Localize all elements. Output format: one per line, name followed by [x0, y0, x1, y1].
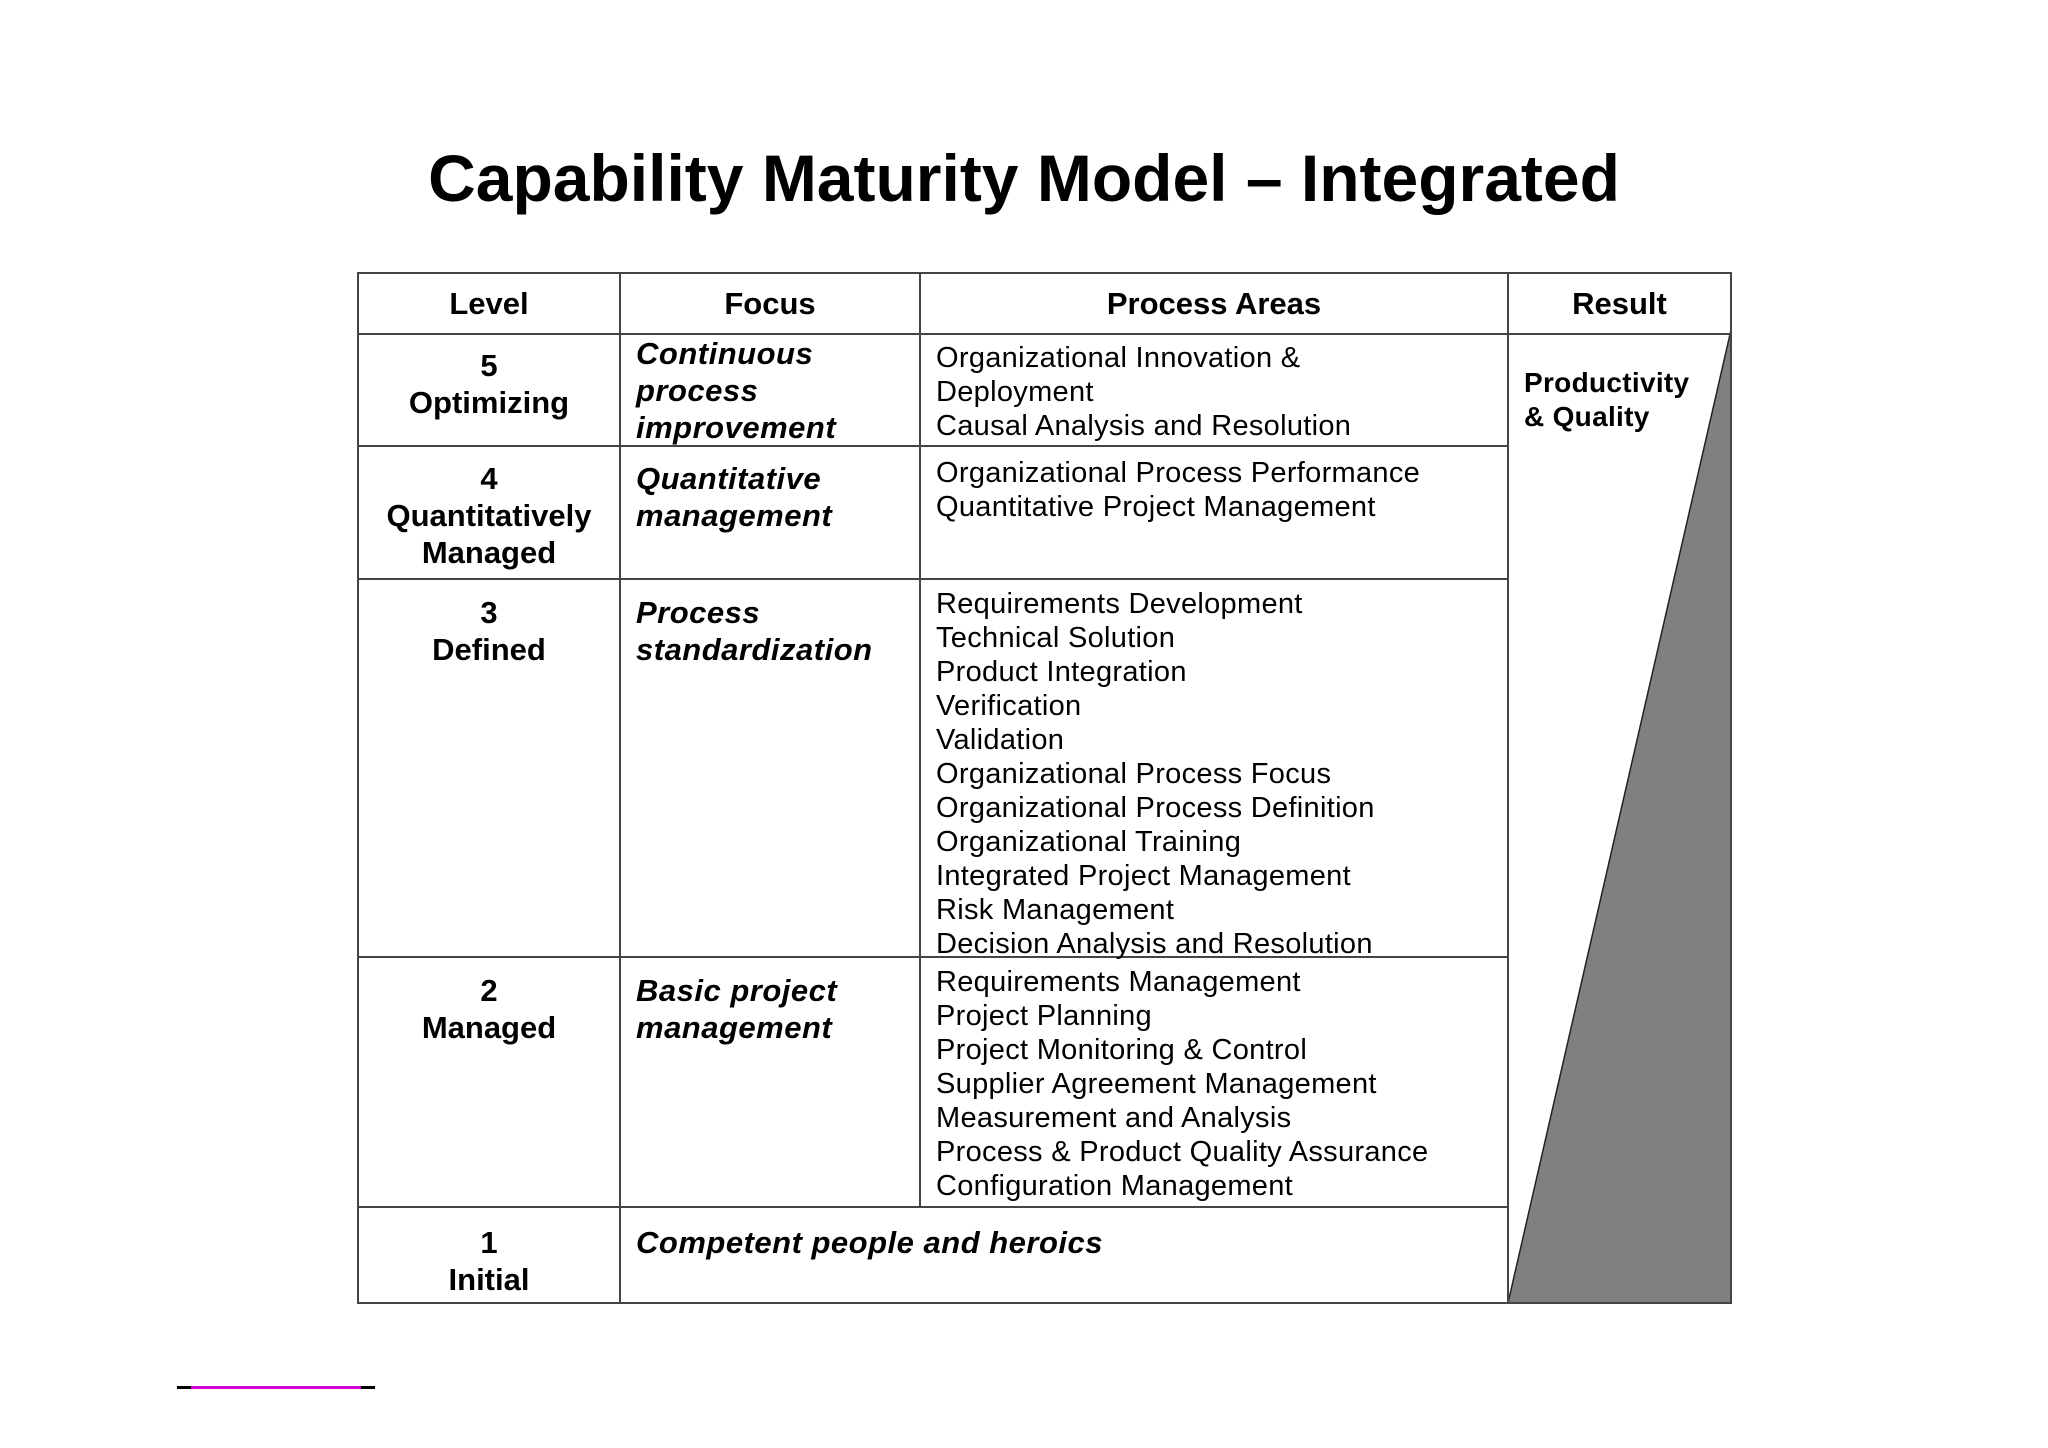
process-area: Product Integration	[936, 656, 1187, 688]
process-area: Decision Analysis and Resolution	[936, 928, 1373, 960]
focus-line: Process	[636, 595, 761, 630]
level-number: 1	[480, 1225, 498, 1260]
header-level: Level	[449, 286, 529, 321]
process-area: Risk Management	[936, 894, 1175, 926]
header-process-areas: Process Areas	[1106, 286, 1322, 321]
level-name: Optimizing	[408, 385, 570, 420]
level-number: 3	[480, 595, 498, 630]
level-name: Managed	[421, 1010, 557, 1045]
areas-4	[920, 456, 1508, 524]
level-3	[358, 594, 620, 668]
process-area: Validation	[936, 724, 1065, 756]
process-area: Integrated Project Management	[936, 860, 1351, 892]
areas-2	[920, 965, 1508, 1203]
process-area: Quantitative Project Management	[936, 491, 1376, 523]
focus-line: management	[636, 1010, 833, 1045]
areas-3	[920, 587, 1508, 961]
result-wedge	[1508, 330, 1731, 1303]
level-name: Initial	[448, 1262, 530, 1297]
process-area: Organizational Process Performance	[936, 457, 1421, 489]
process-area: Supplier Agreement Management	[936, 1068, 1377, 1100]
process-area: Organizational Innovation &	[936, 342, 1301, 374]
process-area: Organizational Process Definition	[936, 792, 1375, 824]
focus-4	[620, 460, 920, 534]
footer-accent-line	[177, 1386, 375, 1389]
level-5	[358, 347, 620, 421]
result-line: & Quality	[1524, 401, 1650, 432]
header-result: Result	[1572, 286, 1667, 321]
process-area: Measurement and Analysis	[936, 1102, 1292, 1134]
process-area: Project Planning	[936, 1000, 1152, 1032]
level-number: 5	[480, 348, 498, 383]
level-2	[358, 972, 620, 1046]
process-area: Technical Solution	[936, 622, 1176, 654]
focus-line: standardization	[636, 632, 873, 667]
focus-line: Basic project	[636, 973, 838, 1008]
level-name: Defined	[432, 632, 546, 667]
process-area: Project Monitoring & Control	[936, 1034, 1308, 1066]
level-name: Quantitatively	[386, 498, 592, 533]
page-title: Capability Maturity Model – Integrated	[428, 141, 1620, 215]
cmmi-table	[358, 273, 1731, 1303]
focus-3	[620, 594, 920, 668]
process-area: Process & Product Quality Assurance	[936, 1136, 1429, 1168]
focus-line: process	[636, 373, 759, 408]
focus-5	[620, 335, 920, 446]
header-focus: Focus	[724, 286, 816, 321]
process-area: Configuration Management	[936, 1170, 1294, 1202]
focus-line: Quantitative	[636, 461, 822, 496]
level-number: 4	[480, 461, 498, 496]
process-area: Organizational Training	[936, 826, 1242, 858]
level-1	[358, 1224, 620, 1298]
focus-2	[620, 972, 920, 1046]
focus-line: Competent people and heroics	[636, 1225, 1104, 1260]
level-number: 2	[480, 973, 498, 1008]
result-label	[1508, 366, 1731, 434]
process-area: Organizational Process Focus	[936, 758, 1332, 790]
focus-line: Continuous	[636, 336, 814, 371]
process-area: Deployment	[936, 376, 1094, 408]
areas-5	[920, 341, 1508, 443]
focus-line: management	[636, 498, 833, 533]
process-area: Causal Analysis and Resolution	[936, 410, 1352, 442]
process-area: Verification	[936, 690, 1082, 722]
level-4	[358, 460, 620, 571]
process-area: Requirements Development	[936, 588, 1303, 620]
process-area: Requirements Management	[936, 966, 1301, 998]
result-line: Productivity	[1524, 367, 1690, 398]
level-name: Managed	[421, 535, 557, 570]
focus-line: improvement	[636, 410, 837, 445]
focus-1	[620, 1224, 1508, 1261]
